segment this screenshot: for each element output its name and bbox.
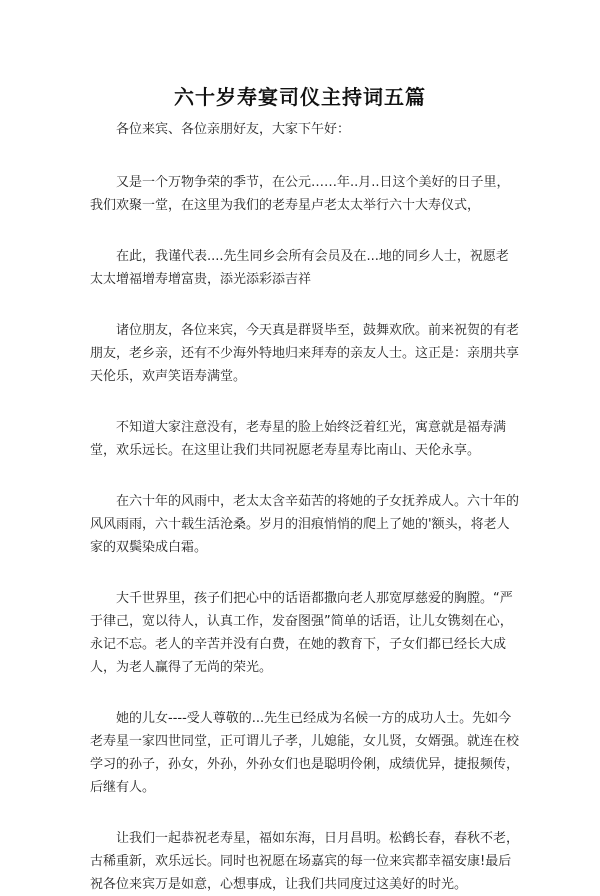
paragraph-4: 不知道大家注意没有，老寿星的脸上始终泛着红光，寓意就是福寿满堂，欢乐远长。在这里让我们共同祝愿老寿星寿比南山、天伦永享。 <box>90 420 507 458</box>
page-title: 六十岁寿宴司仪主持词五篇 <box>174 85 426 109</box>
document-body <box>90 118 520 896</box>
paragraph-1: 又是一个万物争荣的季节，在公元……年..月..日这个美好的日子里，我们欢聚一堂，在这里为我们的老寿星卢老太太举行六十大寿仪式， <box>90 175 510 213</box>
paragraph-2: 在此，我谨代表....先生同乡会所有会员及在...地的同乡人士，祝愿老太太增福增寿增富贵，添光添彩添吉祥 <box>90 249 509 287</box>
paragraph-7: 她的儿女----受人尊敬的...先生已经成为名候一方的成功人士。先如今老寿星一家四世同堂，正可谓儿子孝，儿媳能，女儿贤，女婿强。就连在校学习的孙子，孙女，外孙，外孙女们也是聪明伶俐，成绩优异，捷报频传，后继有人。 <box>90 711 520 795</box>
paragraph-5: 在六十年的风雨中，老太太含辛茹苦的将她的子女抚养成人。六十年的风风雨雨，六十载生活沧桑。岁月的泪痕悄悄的爬上了她的'额头，将老人家的双鬓染成白霜。 <box>90 494 520 555</box>
paragraph-3: 诸位朋友，各位来宾，今天真是群贤毕至，鼓舞欢欣。前来祝贺的有老朋友，老乡亲，还有不少海外特地归来拜寿的亲友人士。这正是：亲朋共享天伦乐，欢声笑语寿满堂。 <box>90 323 520 384</box>
paragraph-6: 大千世界里，孩子们把心中的话语都撒向老人那宽厚慈爱的胸膛。“严于律己，宽以待人，认真工作，发奋图强”简单的话语，让儿女镌刻在心，永记不忘。老人的辛苦并没有白费，在她的教育下，子女们都已经长大成人，为老人赢得了无尚的荣光。 <box>90 591 513 675</box>
paragraph-8: 让我们一起恭祝老寿星，福如东海，日月昌明。松鹤长春，春秋不老，古稀重新，欢乐远长。同时也祝愿在场嘉宾的每一位来宾都幸福安康!最后祝各位来宾万是如意，心想事成，让我们共同度过这美好的时光。 <box>90 831 520 892</box>
greeting-paragraph: 各位来宾、各位亲朋好友，大家下午好： <box>116 122 351 137</box>
